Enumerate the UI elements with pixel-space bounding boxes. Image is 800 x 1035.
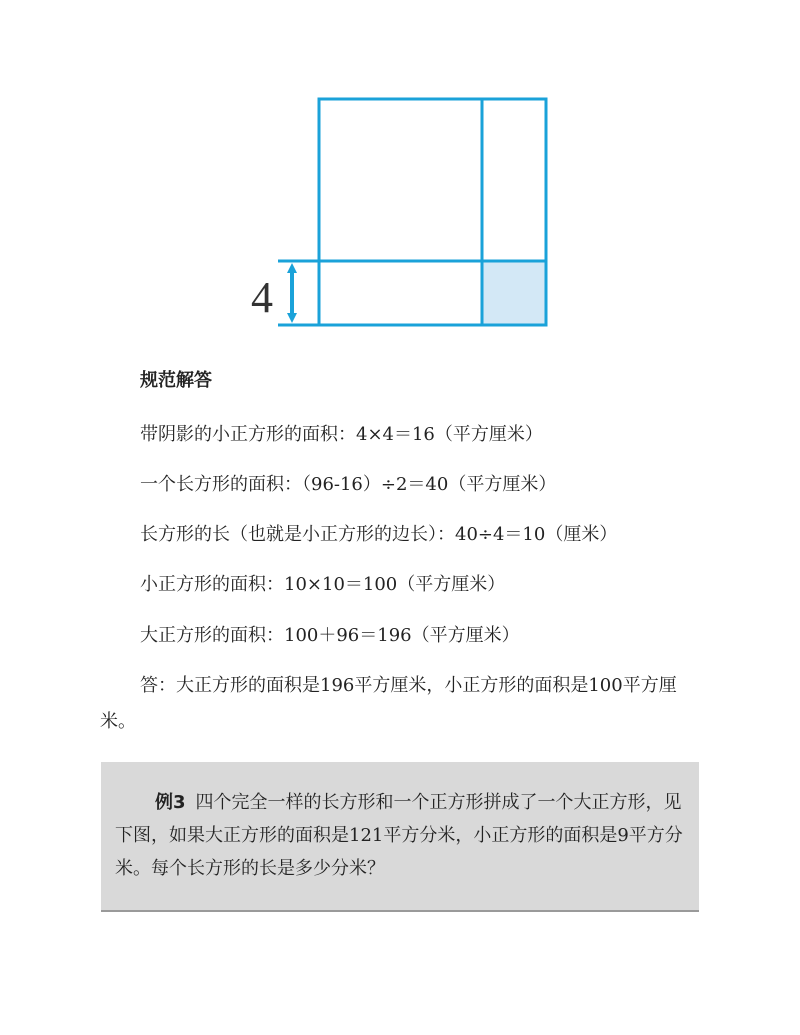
example-box	[101, 762, 699, 912]
geometry-figure	[0, 0, 800, 340]
answer-paragraph: 答：大正方形的面积是196平方厘米，小正方形的面积是100平方厘米。	[100, 675, 677, 732]
example-label: 例3	[155, 792, 186, 813]
example-text: 四个完全一样的长方形和一个正方形拼成了一个大正方形，见下图，如果大正方形的面积是121平方分米，小正方形的面积是9平方分米。每个长方形的长是多少分米？	[115, 792, 683, 879]
solution-step-1: 带阴影的小正方形的面积：4×4＝16（平方厘米）	[140, 424, 543, 445]
shaded-small-square	[482, 261, 546, 325]
square-diagram	[0, 0, 800, 340]
solution-heading: 规范解答	[140, 370, 212, 391]
example-problem	[115, 786, 689, 885]
solution-step-5: 大正方形的面积：100＋96＝196（平方厘米）	[140, 625, 520, 646]
solution-step-3: 长方形的长（也就是小正方形的边长）：40÷4＝10（厘米）	[140, 524, 618, 545]
dimension-label: 4	[251, 273, 273, 322]
solution-step-4: 小正方形的面积：10×10＝100（平方厘米）	[140, 574, 506, 595]
solution-step-2: 一个长方形的面积：（96-16）÷2＝40（平方厘米）	[140, 474, 557, 495]
